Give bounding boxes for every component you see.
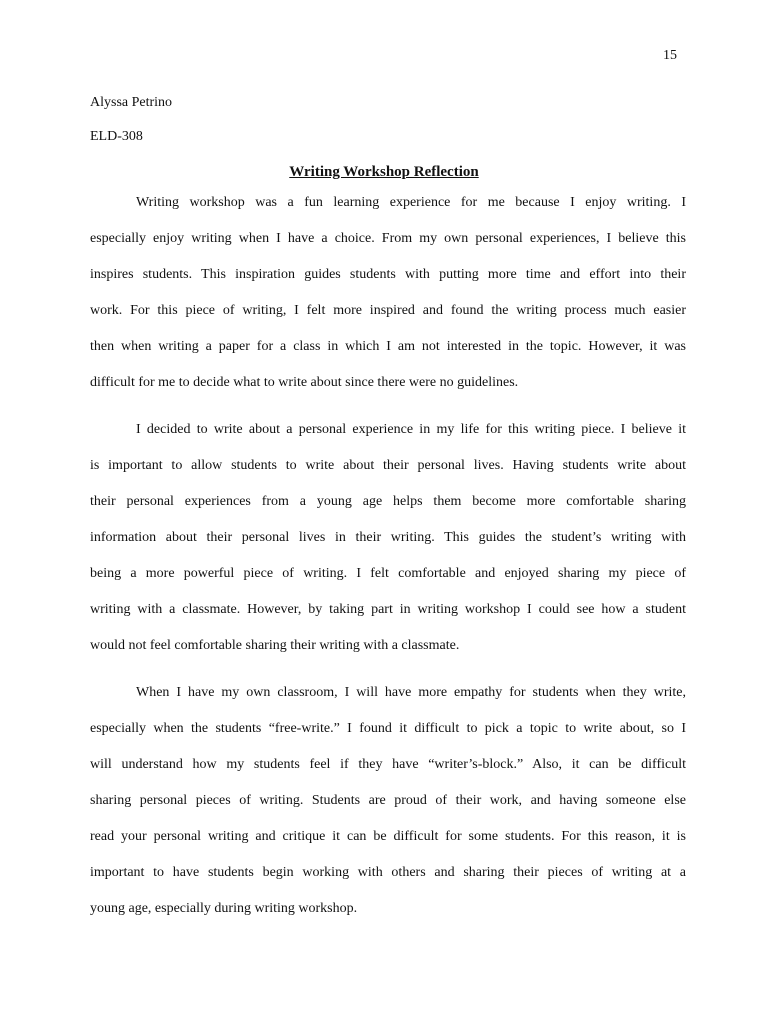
paragraph-line: read your personal writing and critique it can be difficult for some students. For this reason, it is (90, 829, 686, 844)
author-name: Alyssa Petrino (90, 95, 173, 110)
paragraph-2 (90, 421, 686, 673)
paragraph-line: young age, especially during writing workshop. (90, 901, 358, 916)
paragraph-line: inspires students. This inspiration guides students with putting more time and effort into their (90, 267, 686, 282)
paragraph-line: especially when the students “free-write.” I found it difficult to pick a topic to write about, so I (90, 721, 686, 736)
paragraph-line: being a more powerful piece of writing. I felt comfortable and enjoyed sharing my piece of (90, 566, 686, 581)
paragraph-line: is important to allow students to write about their personal lives. Having students write about (90, 458, 686, 473)
paragraph-line: Writing workshop was a fun learning experience for me because I enjoy writing. I (136, 195, 686, 210)
paragraph-line: then when writing a paper for a class in which I am not interested in the topic. However, it was (90, 339, 686, 354)
paragraph-line: will understand how my students feel if they have “writer’s-block.” Also, it can be difficult (90, 757, 686, 772)
course-code: ELD-308 (90, 129, 143, 144)
paragraph-line: information about their personal lives in their writing. This guides the student’s writing with (90, 530, 686, 545)
paragraph-line: their personal experiences from a young age helps them become more comfortable sharing (90, 494, 686, 509)
paragraph-3 (90, 684, 686, 936)
paragraph-1 (90, 194, 686, 410)
paragraph-line: important to have students begin working with others and sharing their pieces of writing at a (90, 865, 686, 880)
paragraph-line: sharing personal pieces of writing. Students are proud of their work, and having someone else (90, 793, 686, 808)
document-title: Writing Workshop Reflection (289, 164, 479, 180)
paragraph-line: writing with a classmate. However, by taking part in writing workshop I could see how a student (90, 602, 686, 617)
paragraph-line: I decided to write about a personal experience in my life for this writing piece. I believe it (136, 422, 686, 437)
paragraph-line: When I have my own classroom, I will have more empathy for students when they write, (136, 685, 686, 700)
paragraph-line: especially enjoy writing when I have a choice. From my own personal experiences, I believe this (90, 231, 686, 246)
paragraph-line: difficult for me to decide what to write about since there were no guidelines. (90, 375, 519, 390)
paragraph-line: would not feel comfortable sharing their writing with a classmate. (90, 638, 460, 653)
paragraph-line: work. For this piece of writing, I felt more inspired and found the writing process much easier (90, 303, 686, 318)
page-number: 15 (663, 48, 677, 63)
